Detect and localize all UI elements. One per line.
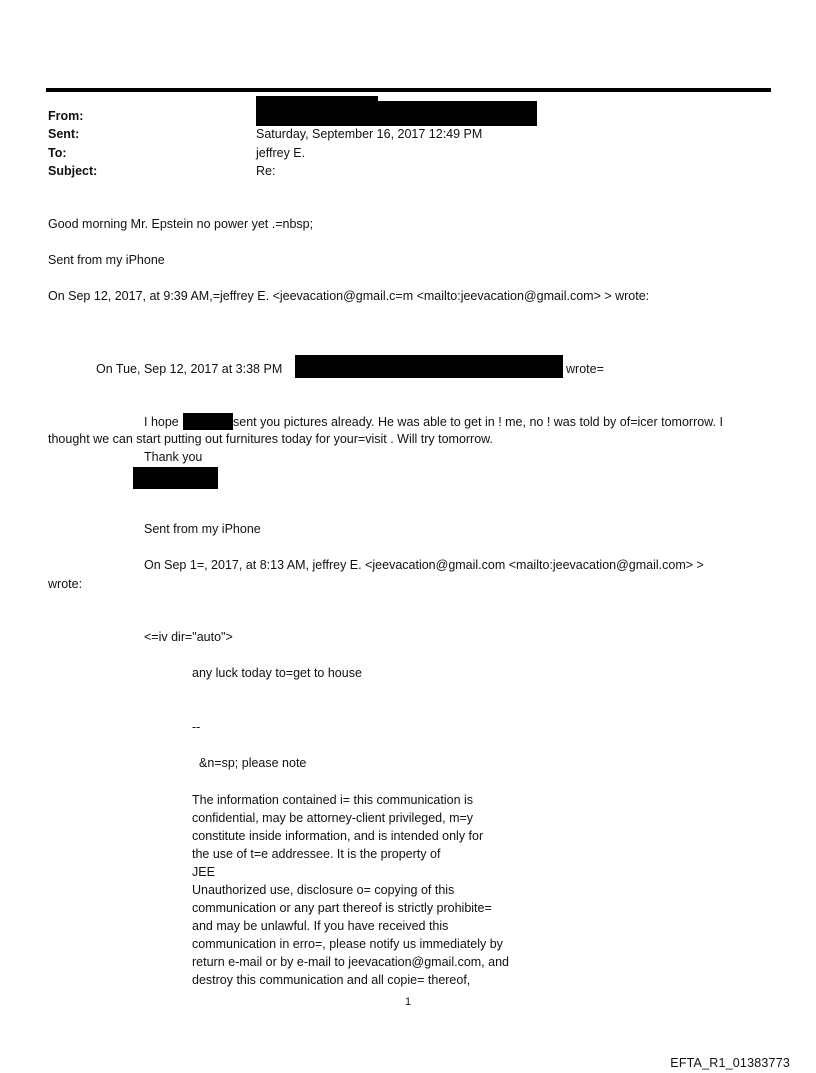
notice-line: JEE	[192, 865, 215, 879]
notice-line: destroy this communication and all copie= thereof,	[192, 973, 471, 987]
redaction-quote2-sender	[295, 355, 563, 378]
quote1-intro: On Sep 12, 2017, at 9:39 AM,=jeffrey E. <jeevacation@gmail.c=m <mailto:jeevacation@gmail.com> > wrote:	[48, 289, 650, 303]
page-number: 1	[404, 996, 412, 1008]
quote2-intro-suffix: wrote=	[566, 362, 604, 376]
thank-you: Thank you	[144, 450, 203, 464]
notice-line: constitute inside information, and is intended only for	[192, 829, 484, 843]
header-rule	[46, 88, 771, 92]
redaction-name-inline	[183, 413, 233, 430]
to-label: To:	[48, 146, 67, 160]
subject-value: Re:	[256, 164, 276, 178]
confidentiality-notice	[192, 791, 552, 989]
message-part-1: I hope	[144, 415, 179, 429]
quote2-intro-prefix: On Tue, Sep 12, 2017 at 3:38 PM	[96, 362, 283, 376]
any-luck-line: any luck today to=get to house	[192, 666, 362, 680]
sent-from-iphone-2: Sent from my iPhone	[144, 522, 261, 536]
notice-line: communication or any part thereof is strictly prohibite=	[192, 901, 492, 915]
signature-dashes: --	[192, 720, 201, 734]
please-note: &n=sp; please note	[199, 756, 307, 770]
quote3-intro: On Sep 1=, 2017, at 8:13 AM, jeffrey E. <jeevacation@gmail.com <mailto:jeevacation@gmail.com> >	[144, 558, 704, 572]
to-value: jeffrey E.	[256, 146, 306, 160]
notice-line: Unauthorized use, disclosure o= copying of this	[192, 883, 455, 897]
sent-from-iphone-1: Sent from my iPhone	[48, 253, 165, 267]
message-part-2: sent you pictures already. He was able to get in ! me, no ! was told by of=icer tomorrow. I	[233, 415, 723, 429]
redaction-signature	[133, 467, 218, 489]
message-line-2: thought we can start putting out furnitures today for your=visit . Will try tomorrow.	[48, 432, 493, 446]
redaction-from-2	[356, 101, 537, 126]
from-label: From:	[48, 109, 84, 123]
notice-line: and may be unlawful. If you have received this	[192, 919, 449, 933]
notice-line: The information contained i= this communication is	[192, 793, 474, 807]
notice-line: confidential, may be attorney-client privileged, m=y	[192, 811, 474, 825]
quote3-wrote: wrote:	[48, 577, 83, 591]
div-tag-text: <=iv dir="auto">	[144, 630, 233, 644]
body-line-1: Good morning Mr. Epstein no power yet .=nbsp;	[48, 217, 314, 231]
sent-value: Saturday, September 16, 2017 12:49 PM	[256, 127, 483, 141]
notice-line: return e-mail or by e-mail to jeevacation@gmail.com, and	[192, 955, 509, 969]
sent-label: Sent:	[48, 127, 80, 141]
notice-line: communication in erro=, please notify us immediately by	[192, 937, 503, 951]
subject-label: Subject:	[48, 164, 98, 178]
bates-number: EFTA_R1_01383773	[670, 1056, 790, 1070]
notice-line: the use of t=e addressee. It is the property of	[192, 847, 441, 861]
